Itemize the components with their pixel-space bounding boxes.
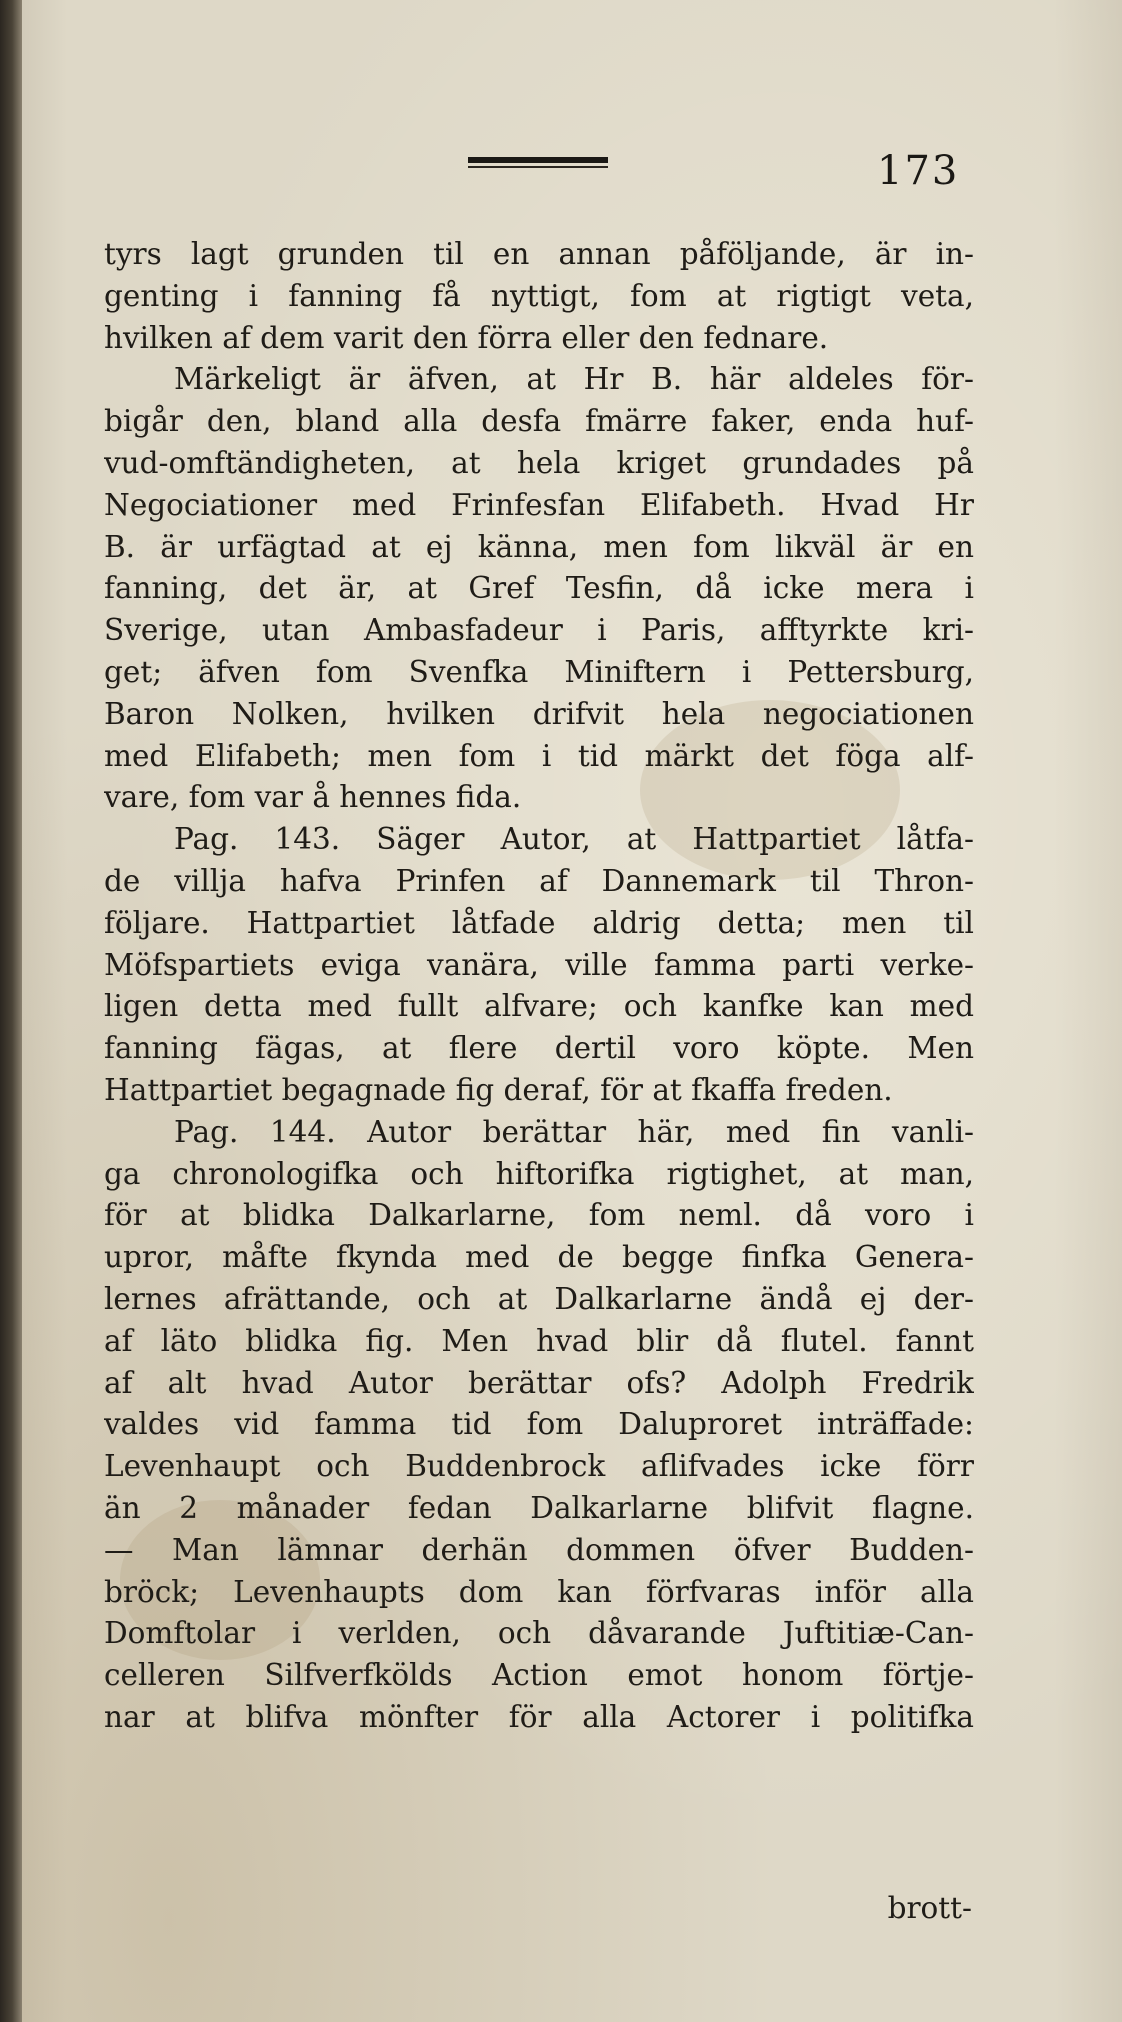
text-line: B. är urfägtad at ej känna, men fom likväl är en (104, 529, 974, 564)
text-line: Levenhaupt och Buddenbrock aflifvades icke förr (104, 1449, 974, 1484)
text-line: Baron Nolken, hvilken drifvit hela negociationen (104, 696, 974, 731)
text-line: lernes afrättande, och at Dalkarlarne ändå ej der- (104, 1281, 974, 1316)
text-line: nar at blifva mönfter för alla Actorer i politifka (104, 1699, 974, 1734)
text-line: fanning fägas, at flere dertil voro köpte. Men (104, 1031, 974, 1066)
text-line: de villja hafva Prinfen af Dannemark til Thron- (104, 863, 974, 898)
text-line: vare, fom var å hennes fida. (104, 780, 522, 815)
body-text (104, 234, 974, 1739)
text-line: ligen detta med fullt alfvare; och kanfke kan med (104, 989, 974, 1024)
text-line: följare. Hattpartiet låtfade aldrig detta; men til (104, 905, 974, 940)
text-line: — Man lämnar derhän dommen öfver Budden- (104, 1532, 974, 1567)
text-line: vud-omftändigheten, at hela kriget grundades på (104, 445, 974, 480)
text-line: af läto blidka fig. Men hvad blir då flutel. fannt (104, 1323, 974, 1358)
text-line: fanning, det är, at Gref Tesfin, då icke mera i (104, 571, 974, 606)
book-binding-shadow (0, 0, 22, 2022)
page-number: 173 (877, 148, 960, 194)
text-line: hvilken af dem varit den förra eller den fednare. (104, 320, 829, 355)
text-line: upror, måfte fkynda med de begge finfka Genera- (104, 1240, 974, 1275)
text-line: ga chronologifka och hiftorifka rigtighet, at man, (104, 1156, 974, 1191)
text-line: Sverige, utan Ambasfadeur i Paris, afftyrkte kri- (104, 613, 974, 648)
text-line: get; äfven fom Svenfka Miniftern i Pettersburg, (104, 654, 974, 689)
text-line: af alt hvad Autor berättar ofs? Adolph Fredrik (104, 1365, 974, 1400)
header-rule (468, 157, 608, 169)
text-line: för at blidka Dalkarlarne, fom neml. då voro i (104, 1198, 974, 1233)
text-line: valdes vid famma tid fom Daluproret inträffade: (104, 1407, 974, 1442)
text-line: än 2 månader fedan Dalkarlarne blifvit flagne. (104, 1490, 974, 1525)
header-rule-thick (468, 157, 608, 163)
text-line: genting i fanning få nyttigt, fom at rigtigt veta, (104, 278, 974, 313)
text-line: Märkeligt är äfven, at Hr B. här aldeles för- (174, 362, 974, 397)
header-rule-thin (468, 166, 608, 168)
text-line: Möfspartiets eviga vanära, ville famma parti verke- (104, 947, 974, 982)
text-line: tyrs lagt grunden til en annan påföljande, är in- (104, 237, 974, 271)
text-line: med Elifabeth; men fom i tid märkt det föga alf- (104, 738, 974, 773)
text-line: bigår den, bland alla desfa fmärre faker, enda huf- (104, 404, 974, 439)
text-line: bröck; Levenhaupts dom kan förfvaras inför alla (104, 1574, 974, 1609)
text-line: Pag. 143. Säger Autor, at Hattpartiet låtfa- (174, 822, 974, 857)
text-line: Domftolar i verlden, och dåvarande Juftitiæ-Can- (104, 1616, 974, 1651)
text-line: Negociationer med Frinfesfan Elifabeth. Hvad Hr (104, 487, 974, 522)
text-line: Pag. 144. Autor berättar här, med fin vanli- (174, 1114, 974, 1149)
text-line: celleren Silfverfkölds Action emot honom förtje- (104, 1658, 974, 1693)
text-line: Hattpartiet begagnade fig deraf, för at fkaffa freden. (104, 1072, 893, 1107)
catchword: brott- (887, 1891, 972, 1925)
